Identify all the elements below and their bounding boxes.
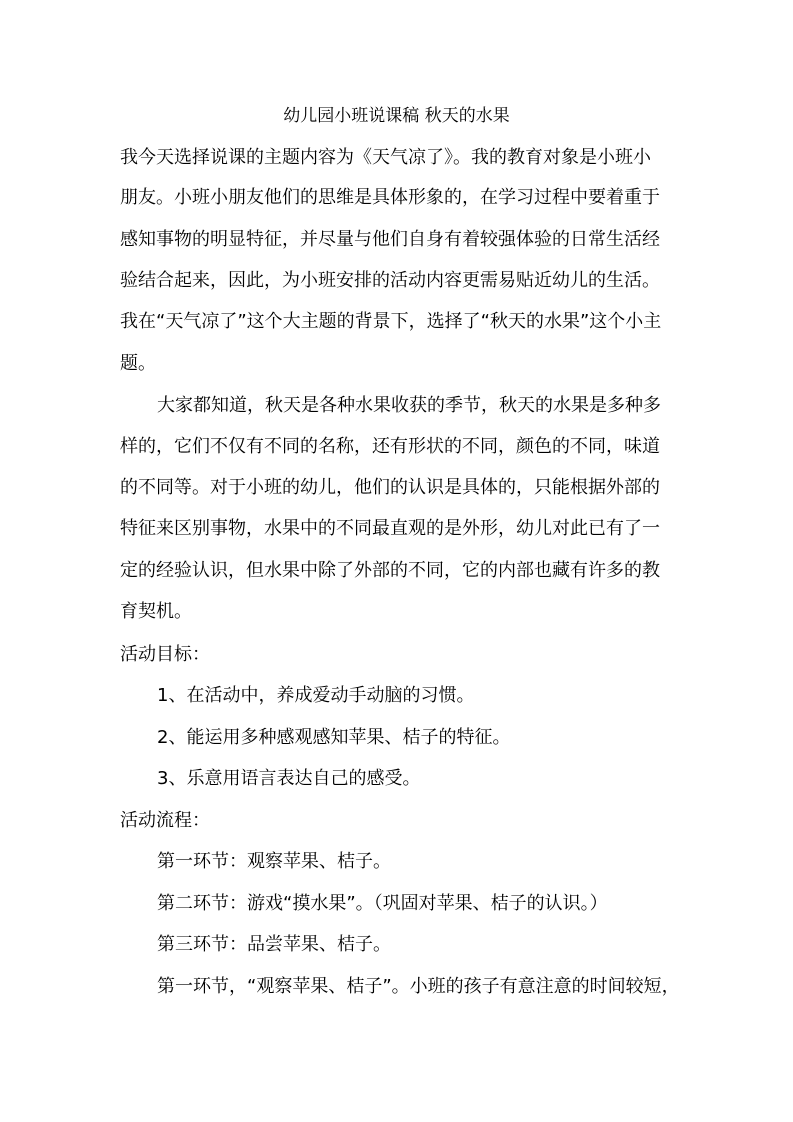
- paragraph-line: 定的经验认识，但水果中除了外部的不同，它的内部也藏有许多的教: [120, 560, 660, 581]
- paragraph-line: 大家都知道，秋天是各种水果收获的季节，秋天的水果是多种多: [157, 395, 661, 416]
- paragraph-line: 的不同等。对于小班的幼儿，他们的认识是具体的，只能根据外部的: [120, 477, 660, 498]
- section-heading: 活动流程：: [120, 810, 210, 831]
- paragraph-line: 我今天选择说课的主题内容为《天气凉了》。我的教育对象是小班小: [120, 147, 651, 168]
- list-item: 1、在活动中，养成爱动手动脑的习惯。: [157, 685, 475, 706]
- paragraph-line: 感知事物的明显特征，并尽量与他们自身有着较强体验的日常生活经: [120, 229, 660, 250]
- paragraph-line: 题。: [120, 353, 156, 374]
- paragraph-line: 特征来区别事物，水果中的不同最直观的是外形，幼儿对此已有了一: [120, 518, 660, 539]
- paragraph-line: 我在“天气凉了”这个大主题的背景下，选择了“秋天的水果”这个小主: [120, 311, 662, 332]
- paragraph-line: 第一环节，“观察苹果、桔子”。小班的孩子有意注意的时间较短，: [157, 976, 680, 997]
- list-item: 第三环节：品尝苹果、桔子。: [157, 934, 391, 955]
- paragraph-line: 育契机。: [120, 601, 192, 622]
- list-item: 第一环节：观察苹果、桔子。: [157, 851, 391, 872]
- paragraph-line: 样的，它们不仅有不同的名称，还有形状的不同，颜色的不同，味道: [120, 436, 660, 457]
- list-item: 第二环节：游戏“摸水果”。（巩固对苹果、桔子的认识。）: [157, 893, 608, 914]
- list-item: 3、乐意用语言表达自己的感受。: [157, 768, 421, 789]
- document-title: 幼儿园小班说课稿 秋天的水果: [283, 106, 510, 126]
- list-item: 2、能运用多种感观感知苹果、桔子的特征。: [157, 727, 511, 748]
- paragraph-line: 验结合起来，因此，为小班安排的活动内容更需易贴近幼儿的生活。: [120, 270, 660, 291]
- section-heading: 活动目标：: [120, 644, 210, 665]
- paragraph-line: 朋友。小班小朋友他们的思维是具体形象的，在学习过程中要着重于: [120, 187, 660, 208]
